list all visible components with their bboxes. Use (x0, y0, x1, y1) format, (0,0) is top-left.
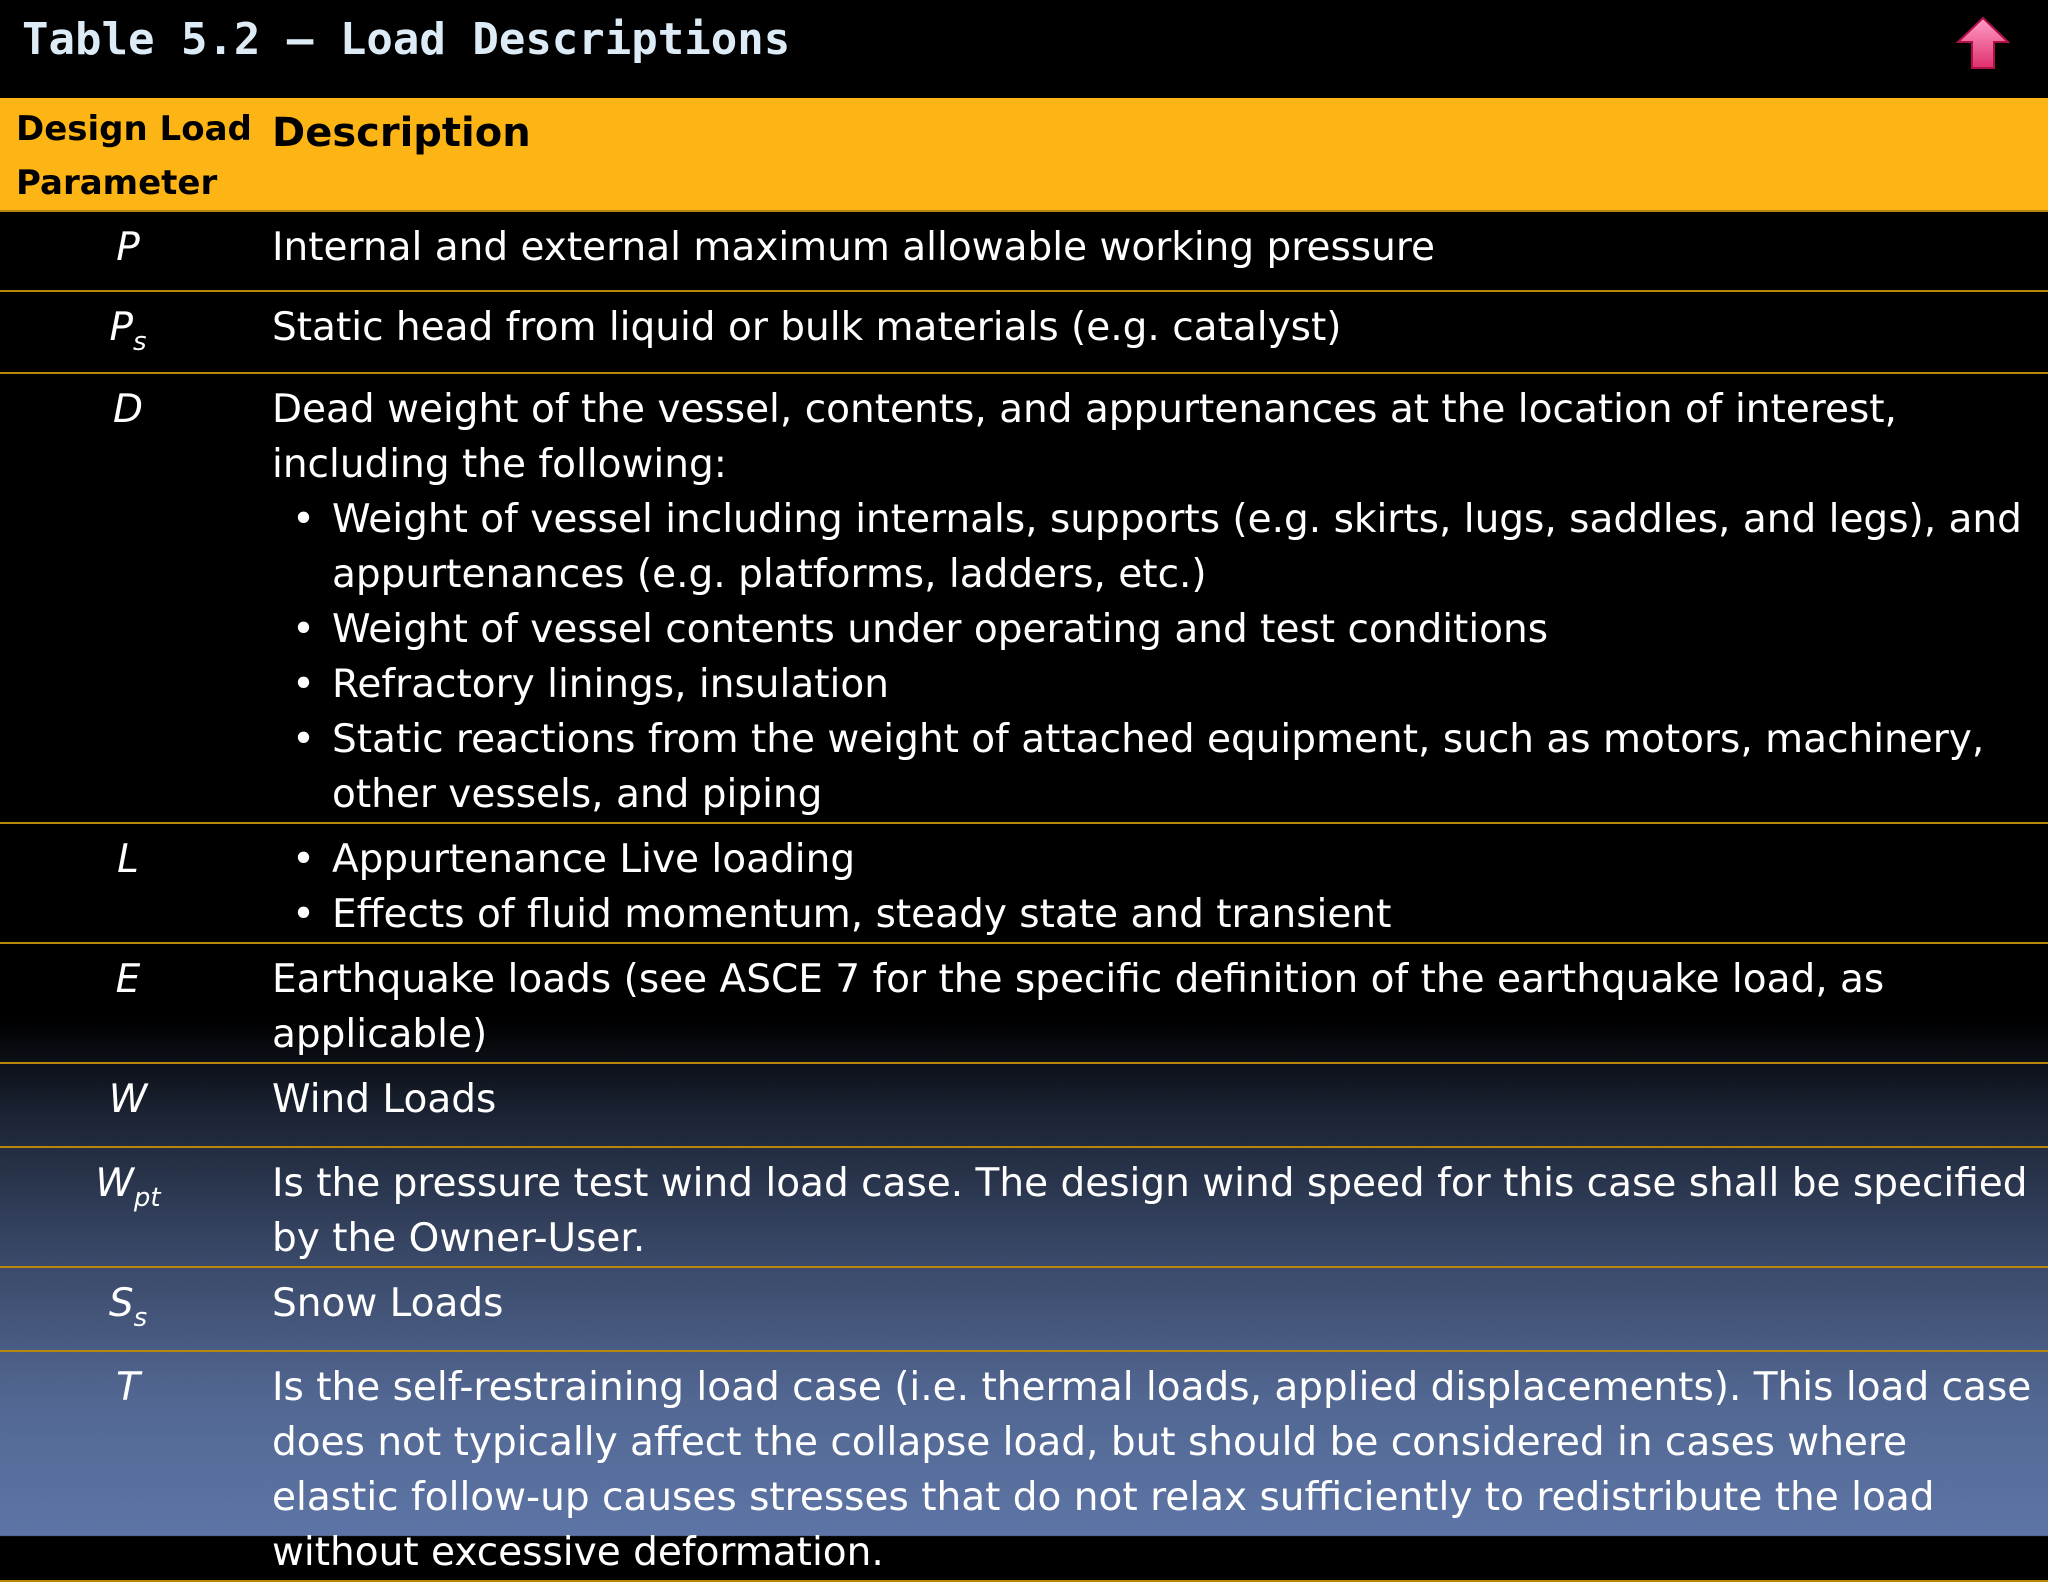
description-cell (256, 373, 2048, 823)
description-cell (256, 943, 2048, 1063)
table-header-row (0, 98, 2048, 211)
description-text: Wind Loads (272, 1077, 497, 1122)
param-subscript: s (133, 1303, 148, 1333)
param-cell (0, 373, 256, 823)
param-cell (0, 823, 256, 943)
description-text: Static head from liquid or bulk materials (e.g. catalyst) (272, 305, 1342, 350)
bullet-list (272, 492, 2040, 822)
table-row (0, 291, 2048, 373)
param-subscript: pt (133, 1183, 161, 1213)
description-cell (256, 1063, 2048, 1147)
param-cell (0, 943, 256, 1063)
bullet-item: • Static reactions from the weight of attached equipment, such as motors, machinery, other vessels, and piping (272, 712, 2040, 822)
description-text: Earthquake loads (see ASCE 7 for the specific definition of the earthquake load, as applicable) (272, 957, 1885, 1057)
param-symbol: L (117, 837, 139, 882)
param-cell (0, 1267, 256, 1351)
param-symbol: S (108, 1281, 134, 1326)
param-symbol: W (95, 1161, 134, 1206)
table-row (0, 1267, 2048, 1351)
description-cell (256, 211, 2048, 291)
load-descriptions-table (0, 98, 2048, 1582)
param-symbol: P (116, 225, 140, 270)
description-text: Snow Loads (272, 1281, 504, 1326)
table-row (0, 373, 2048, 823)
table-row (0, 1063, 2048, 1147)
param-cell (0, 291, 256, 373)
param-cell (0, 211, 256, 291)
table-row (0, 211, 2048, 291)
bullet-item: • Effects of fluid momentum, steady state and transient (272, 887, 2040, 942)
description-cell (256, 823, 2048, 943)
param-symbol: T (116, 1365, 140, 1410)
description-text: Dead weight of the vessel, contents, and appurtenances at the location of interest, including the following: (272, 387, 1897, 487)
description-cell (256, 1351, 2048, 1581)
param-cell (0, 1351, 256, 1581)
param-subscript: s (132, 327, 147, 357)
table-row (0, 823, 2048, 943)
param-symbol: W (108, 1077, 148, 1122)
description-cell (256, 291, 2048, 373)
description-cell (256, 1267, 2048, 1351)
bullet-list (272, 832, 2040, 942)
column-header-param (0, 98, 256, 211)
param-cell (0, 1147, 256, 1267)
bullet-item: • Appurtenance Live loading (272, 832, 2040, 887)
bullet-item: • Weight of vessel contents under operating and test conditions (272, 602, 2040, 657)
description-text: Is the pressure test wind load case. The design wind speed for this case shall be specified by the Owner-User. (272, 1161, 2028, 1261)
table-row (0, 1147, 2048, 1267)
bullet-item: • Weight of vessel including internals, supports (e.g. skirts, lugs, saddles, and legs), and appurtenances (e.g. platforms, ladders, etc.) (272, 492, 2040, 602)
description-text: Is the self-restraining load case (i.e. thermal loads, applied displacements). This load case does not typically affect the collapse load, but should be considered in cases where elastic follow-up causes stresses that do not relax sufficiently to redistribute the load without excessive deformation. (272, 1365, 2032, 1575)
up-arrow-icon[interactable] (1956, 16, 2010, 70)
param-header-line1: Design Load (16, 109, 252, 149)
param-symbol: E (115, 957, 141, 1002)
bullet-item: • Refractory linings, insulation (272, 657, 2040, 712)
param-symbol: D (112, 387, 144, 432)
param-symbol: P (109, 305, 133, 350)
title-bar (0, 0, 2048, 98)
table-row (0, 943, 2048, 1063)
column-header-description: Description (272, 110, 531, 156)
param-header-line2: Parameter (16, 163, 218, 203)
page-title: Table 5.2 – Load Descriptions (22, 14, 791, 65)
description-cell (256, 1147, 2048, 1267)
description-text: Internal and external maximum allowable working pressure (272, 225, 1435, 270)
param-cell (0, 1063, 256, 1147)
table-row (0, 1351, 2048, 1581)
